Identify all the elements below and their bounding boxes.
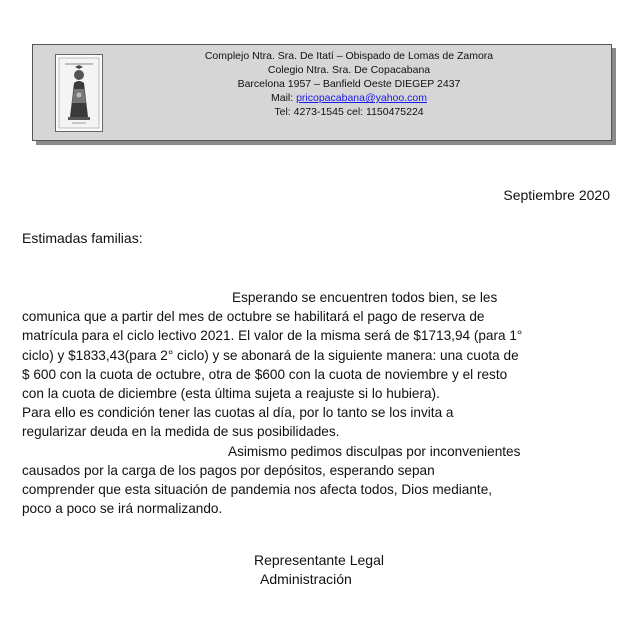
- body-line: matrícula para el ciclo lectivo 2021. El valor de la misma será de $1713,94 (para 1°: [22, 328, 523, 344]
- letter-date: Septiembre 2020: [503, 187, 610, 203]
- institution-complex: Complejo Ntra. Sra. De Itatí – Obispado de Lomas de Zamora: [204, 50, 494, 62]
- letterhead: [32, 44, 612, 141]
- letterhead-text: [179, 49, 519, 119]
- letter-body: [22, 288, 618, 518]
- signature-block: [254, 551, 384, 589]
- body-line: Asimismo pedimos disculpas por inconvenientes: [228, 443, 521, 459]
- mail-link[interactable]: pricopacabana@yahoo.com: [296, 92, 427, 104]
- body-line: Esperando se encuentren todos bien, se les: [232, 290, 498, 305]
- phone-line: Tel: 4273-1545 cel: 1150475224: [274, 106, 424, 118]
- body-line: comunica que a partir del mes de octubre se habilitará el pago de reserva de: [22, 309, 485, 325]
- body-line: comprender que esta situación de pandemia nos afecta todos, Dios mediante,: [22, 482, 493, 498]
- school-name: Colegio Ntra. Sra. De Copacabana: [267, 64, 431, 76]
- body-line: poco a poco se irá normalizando.: [22, 501, 223, 517]
- body-line: con la cuota de diciembre (esta última sujeta a reajuste si lo hubiera).: [22, 386, 440, 402]
- greeting: Estimadas familias:: [22, 230, 143, 246]
- body-line: $ 600 con la cuota de octubre, otra de $600 con la cuota de noviembre y el resto: [22, 366, 508, 382]
- body-line: ciclo) y $1833,43(para 2° ciclo) y se abonará de la siguiente manera: una cuota de: [22, 347, 519, 363]
- mail-label: Mail:: [270, 92, 297, 104]
- mail-line: [179, 91, 519, 105]
- school-address: Barcelona 1957 – Banfield Oeste DIEGEP 2437: [237, 78, 461, 90]
- signature-department: Administración: [260, 571, 352, 587]
- school-seal-image: [55, 54, 103, 132]
- signature-title: Representante Legal: [254, 552, 384, 568]
- body-line: regularizar deuda en la medida de sus posibilidades.: [22, 424, 340, 440]
- body-line: Para ello es condición tener las cuotas al día, por lo tanto se los invita a: [22, 405, 454, 421]
- virgin-figure-icon: [56, 55, 102, 131]
- body-line: causados por la carga de los pagos por depósitos, esperando sepan: [22, 462, 435, 478]
